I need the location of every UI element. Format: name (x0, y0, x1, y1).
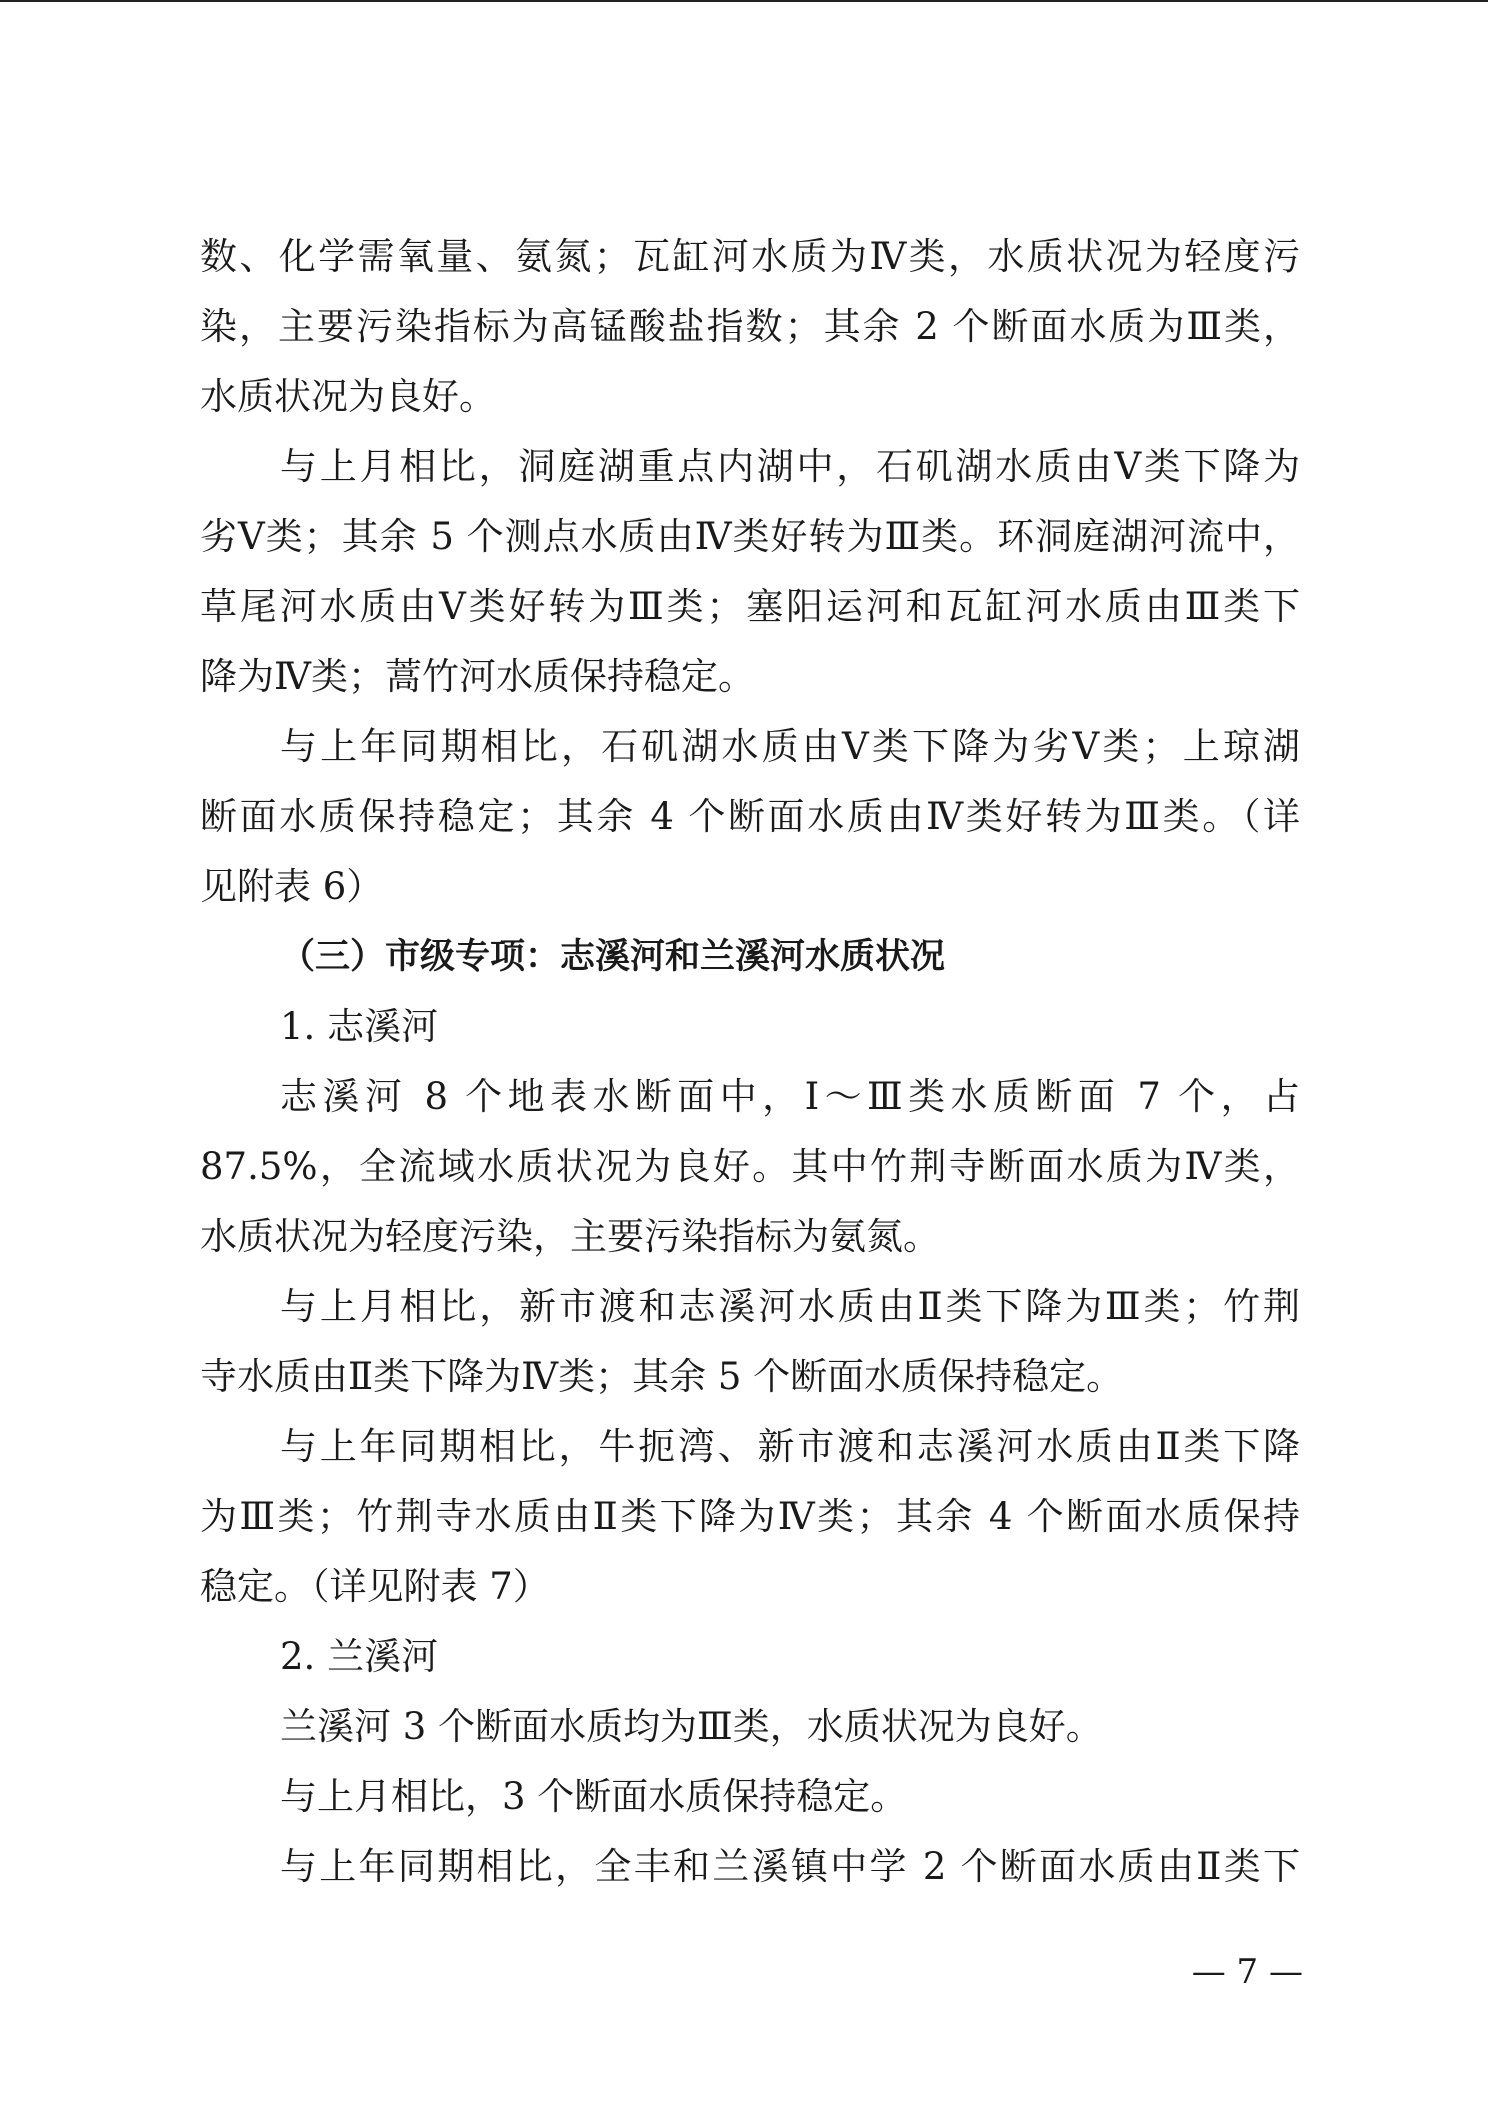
section-heading: （三）市级专项：志溪河和兰溪河水质状况 (280, 937, 946, 977)
paragraph-line: 染，主要污染指标为高锰酸盐指数；其余 2 个断面水质为Ⅲ类， (200, 305, 1300, 348)
paragraph-line: 与上月相比，新市渡和志溪河水质由Ⅱ类下降为Ⅲ类；竹荆 (280, 1285, 1300, 1328)
subsection-heading: 1. 志溪河 (280, 1005, 439, 1048)
paragraph-line: 稳定。（详见附表 7） (200, 1565, 550, 1608)
paragraph-line: 降为Ⅳ类；蒿竹河水质保持稳定。 (200, 655, 755, 698)
paragraph-line: 与上月相比，3 个断面水质保持稳定。 (280, 1775, 908, 1818)
paragraph-line: 水质状况为良好。 (200, 375, 496, 418)
paragraph-line: 为Ⅲ类；竹荆寺水质由Ⅱ类下降为Ⅳ类；其余 4 个断面水质保持 (200, 1495, 1300, 1538)
body-text (200, 222, 1300, 1902)
paragraph-line: 与上年同期相比，全丰和兰溪镇中学 2 个断面水质由Ⅱ类下 (280, 1845, 1300, 1888)
paragraph-line: 与上年同期相比，石矶湖水质由Ⅴ类下降为劣Ⅴ类；上琼湖 (280, 725, 1300, 768)
subsection-heading: 2. 兰溪河 (280, 1635, 439, 1678)
paragraph-line: 见附表 6） (200, 865, 384, 908)
paragraph-line: 志溪河 8 个地表水断面中，Ⅰ～Ⅲ类水质断面 7 个，占 (280, 1075, 1300, 1118)
paragraph-line: 兰溪河 3 个断面水质均为Ⅲ类，水质状况为良好。 (280, 1705, 1103, 1748)
top-border-line (0, 0, 1488, 2)
paragraph-line: 断面水质保持稳定；其余 4 个断面水质由Ⅳ类好转为Ⅲ类。（详 (200, 795, 1300, 838)
paragraph-line: 劣Ⅴ类；其余 5 个测点水质由Ⅳ类好转为Ⅲ类。环洞庭湖河流中， (200, 515, 1300, 558)
paragraph-line: 数、化学需氧量、氨氮；瓦缸河水质为Ⅳ类，水质状况为轻度污 (200, 235, 1300, 278)
page-number: — 7 — (1191, 1952, 1303, 1992)
paragraph-line: 与上月相比，洞庭湖重点内湖中，石矶湖水质由Ⅴ类下降为 (280, 445, 1300, 488)
paragraph-line: 与上年同期相比，牛扼湾、新市渡和志溪河水质由Ⅱ类下降 (280, 1425, 1300, 1468)
paragraph-line: 寺水质由Ⅱ类下降为Ⅳ类；其余 5 个断面水质保持稳定。 (200, 1355, 1124, 1398)
paragraph-line: 水质状况为轻度污染，主要污染指标为氨氮。 (200, 1215, 940, 1258)
paragraph-line: 草尾河水质由Ⅴ类好转为Ⅲ类；塞阳运河和瓦缸河水质由Ⅲ类下 (200, 585, 1300, 628)
paragraph-line: 87.5%，全流域水质状况为良好。其中竹荆寺断面水质为Ⅳ类， (200, 1145, 1300, 1188)
